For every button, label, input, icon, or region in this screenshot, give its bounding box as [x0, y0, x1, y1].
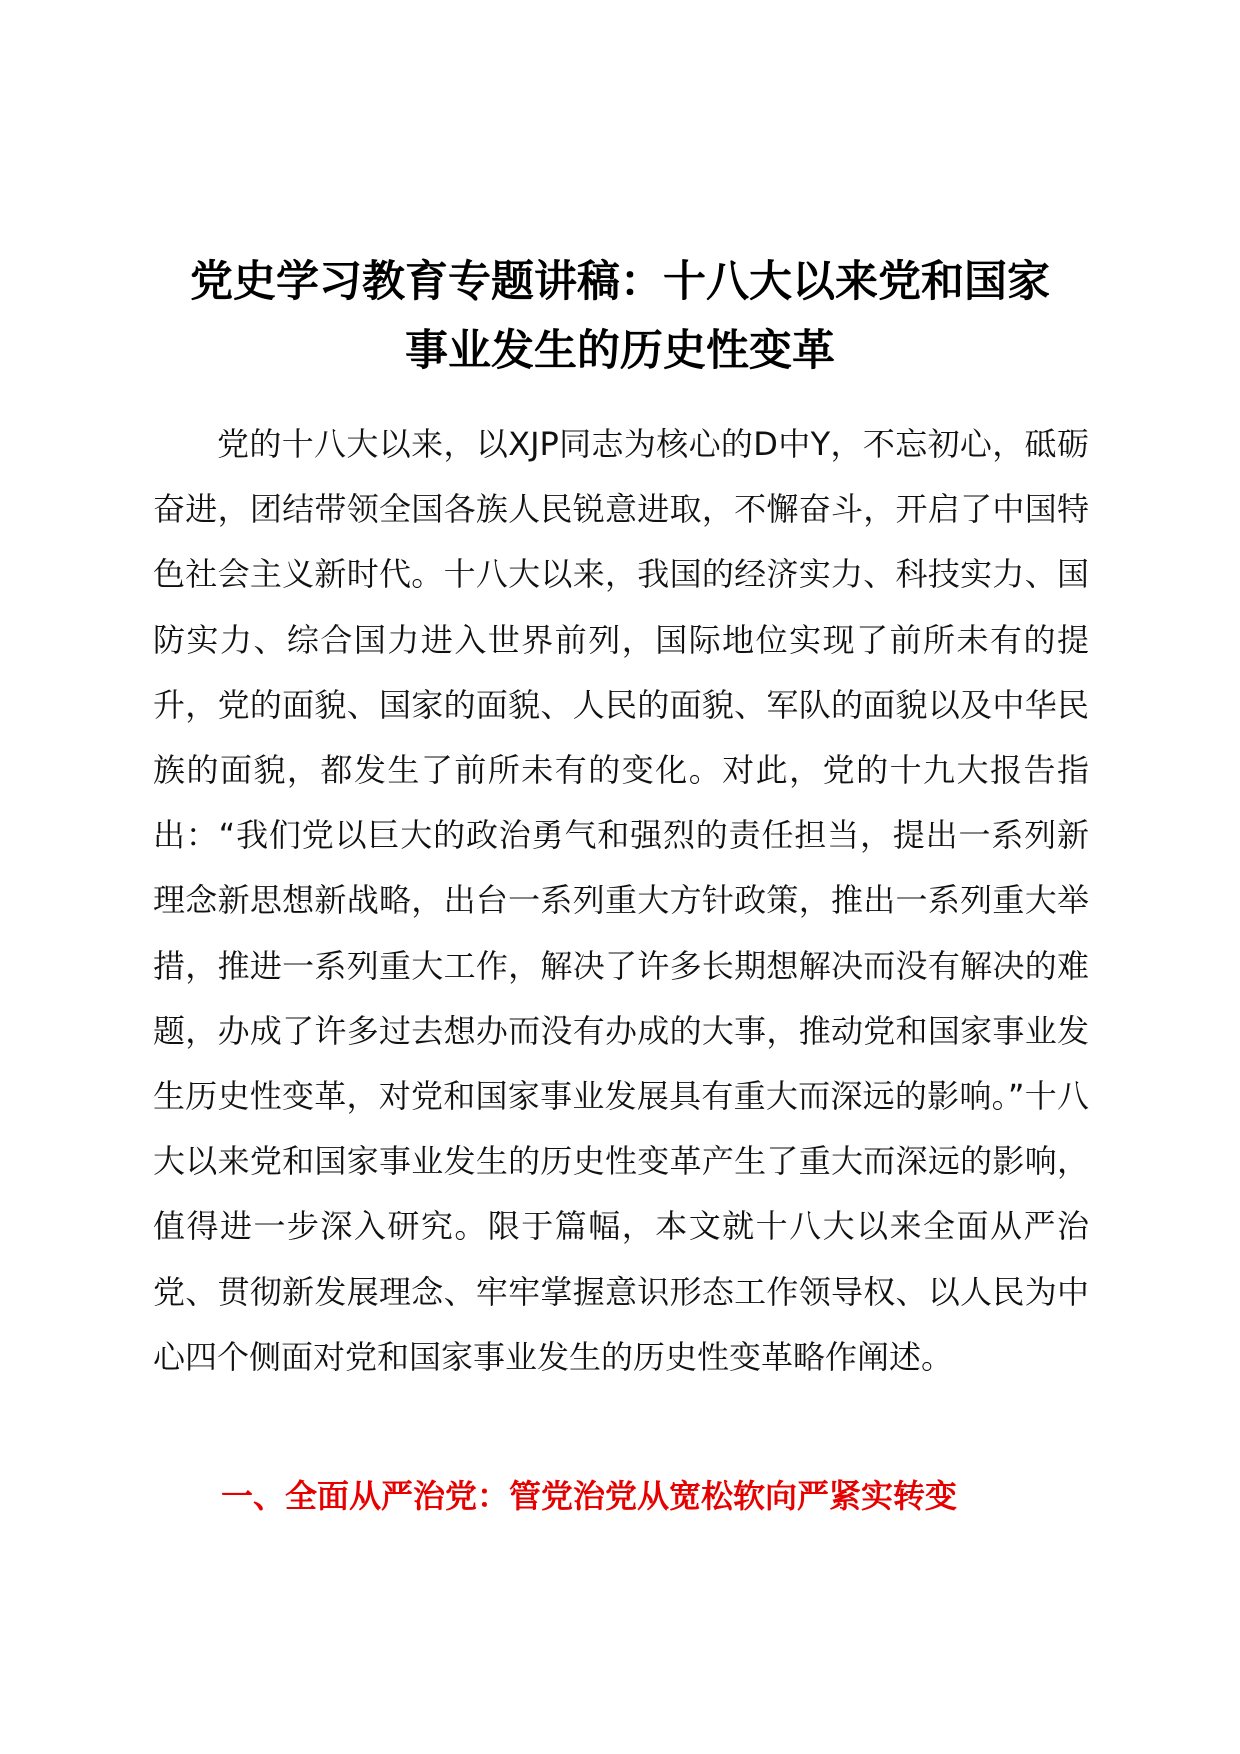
title-line-2: 事业发生的历史性变革 [405, 326, 835, 376]
section-heading-1: 一、全面从严治党：管党治党从宽松软向严紧实转变 [221, 1477, 958, 1515]
document-title [120, 248, 1120, 386]
title-line-1: 党史学习教育专题讲稿：十八大以来党和国家 [190, 257, 1050, 307]
intro-paragraph: 党的十八大以来，以XJP同志为核心的D中Y，不忘初心，砥砺奋进，团结带领全国各族人民锐意进取，不懈奋斗，开启了中国特色社会主义新时代。十八大以来，我国的经济实力、科技实力、国防实力、综合国力进入世界前列，国际地位实现了前所未有的提升，党的面貌、国家的面貌、人民的面貌、军队的面貌以及中华民族的面貌，都发生了前所未有的变化。对此，党的十九大报告指出：“我们党以巨大的政治勇气和强烈的责任担当，提出一系列新理念新思想新战略，出台一系列重大方针政策，推出一系列重大举措，推进一系列重大工作，解决了许多长期想解决而没有解决的难题，办成了许多过去想办而没有办成的大事，推动党和国家事业发生历史性变革，对党和国家事业发展具有重大而深远的影响。”十八大以来党和国家事业发生的历史性变革产生了重大而深远的影响，值得进一步深入研究。限于篇幅，本文就十八大以来全面从严治党、贯彻新发展理念、牢牢掌握意识形态工作领导权、以人民为中心四个侧面对党和国家事业发生的历史性变革略作阐述。 [153, 425, 1089, 1376]
